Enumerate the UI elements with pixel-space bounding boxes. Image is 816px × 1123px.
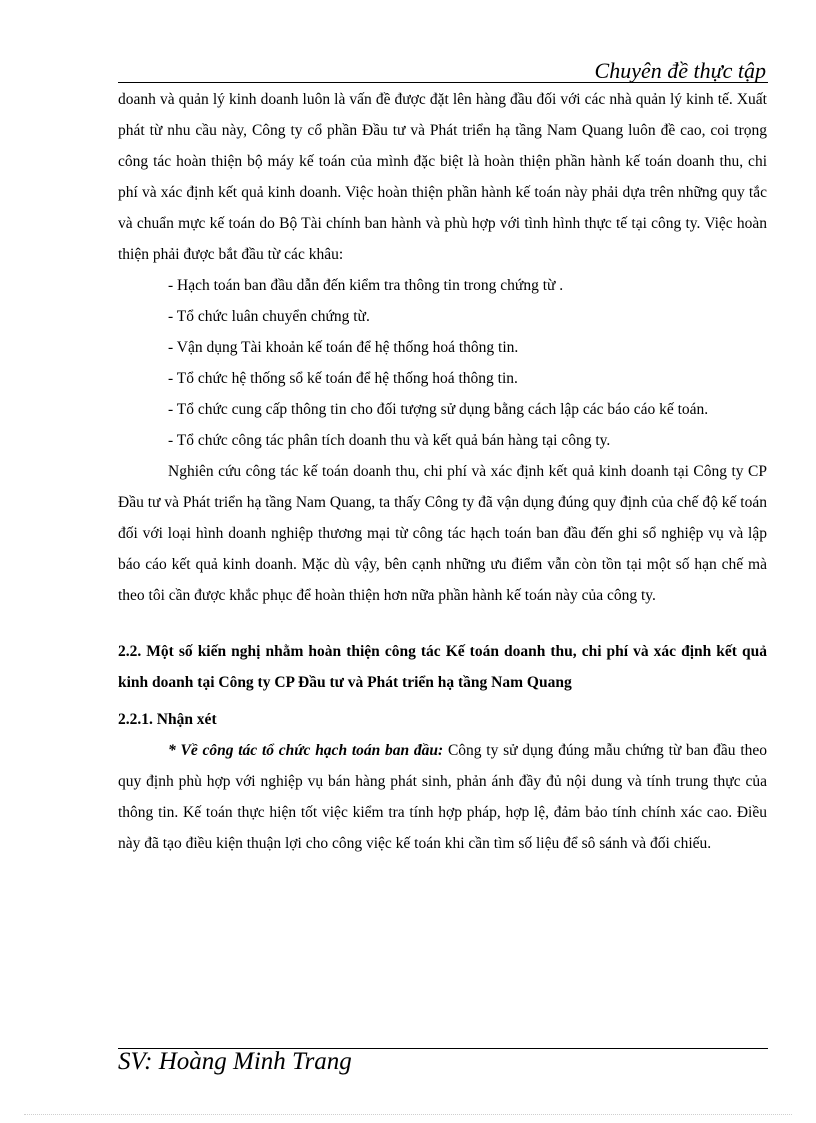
paragraph-assessment xyxy=(118,735,767,859)
list-item: - Hạch toán ban đầu dẫn đến kiểm tra thông tin trong chứng từ . xyxy=(168,277,564,294)
page-content xyxy=(118,84,767,859)
section-heading: 2.2. Một số kiến nghị nhằm hoàn thiện công tác Kế toán doanh thu, chi phí và xác định kết quả kinh doanh tại Công ty CP Đầu tư và Phát triển hạ tầng Nam Quang xyxy=(118,643,767,691)
list-item: - Tổ chức luân chuyển chứng từ. xyxy=(168,308,370,325)
paragraph-intro: doanh và quản lý kinh doanh luôn là vấn đề được đặt lên hàng đầu đối với các nhà quản lý kinh tế. Xuất phát từ nhu cầu này, Công ty cổ phần Đầu tư và Phát triển hạ tầng Nam Quang luôn đề cao, coi trọng công tác hoàn thiện bộ máy kế toán của mình đặc biệt là hoàn thiện phần hành kế toán doanh thu, chi phí và xác định kết quả kinh doanh. Việc hoàn thiện phần hành kế toán này phải dựa trên những quy tắc và chuẩn mực kế toán do Bộ Tài chính ban hành và phù hợp với tình hình thực tế tại công ty. Việc hoàn thiện phải được bắt đầu từ các khâu: xyxy=(118,91,767,263)
list-item: - Tổ chức công tác phân tích doanh thu và kết quả bán hàng tại công ty. xyxy=(168,432,611,449)
list-item: - Vận dụng Tài khoản kế toán để hệ thống hoá thông tin. xyxy=(168,339,519,356)
list-item: - Tổ chức hệ thống sổ kế toán để hệ thống hoá thông tin. xyxy=(168,370,518,387)
list-item: - Tổ chức cung cấp thông tin cho đối tượng sử dụng bằng cách lập các báo cáo kế toán. xyxy=(168,401,709,418)
assessment-lead: * Về công tác tổ chức hạch toán ban đầu: xyxy=(168,742,444,759)
header-rule xyxy=(118,82,768,83)
section-gap xyxy=(118,611,767,636)
header-title: Chuyên đề thực tập xyxy=(594,58,766,83)
footer-author: SV: Hoàng Minh Trang xyxy=(118,1048,352,1075)
subsection-heading: 2.2.1. Nhận xét xyxy=(118,711,217,728)
paragraph-research: Nghiên cứu công tác kế toán doanh thu, chi phí và xác định kết quả kinh doanh tại Công ty CP Đầu tư và Phát triển hạ tầng Nam Quang, ta thấy Công ty đã vận dụng đúng quy định của chế độ kế toán đối với loại hình doanh nghiệp thương mại từ công tác hạch toán ban đầu đến ghi sổ nghiệp vụ và lập báo cáo kết quả kinh doanh. Mặc dù vậy, bên cạnh những ưu điểm vẫn còn tồn tại một số hạn chế mà theo tôi cần được khắc phục để hoàn thiện hơn nữa phần hành kế toán này của công ty. xyxy=(118,463,767,604)
assessment-text: Công ty sử dụng đúng mẫu chứng từ ban đầu theo quy định phù hợp với nghiệp vụ bán hàng phát sinh, phản ánh đầy đủ nội dung và tính trung thực của thông tin. Kế toán thực hiện tốt việc kiểm tra tính hợp pháp, hợp lệ, đảm bảo tính chính xác cao. Điều này đã tạo điều kiện thuận lợi cho công việc kế toán khi cần tìm số liệu để sô sánh và đối chiếu. xyxy=(118,742,768,852)
page-bottom-dots xyxy=(24,1114,792,1115)
